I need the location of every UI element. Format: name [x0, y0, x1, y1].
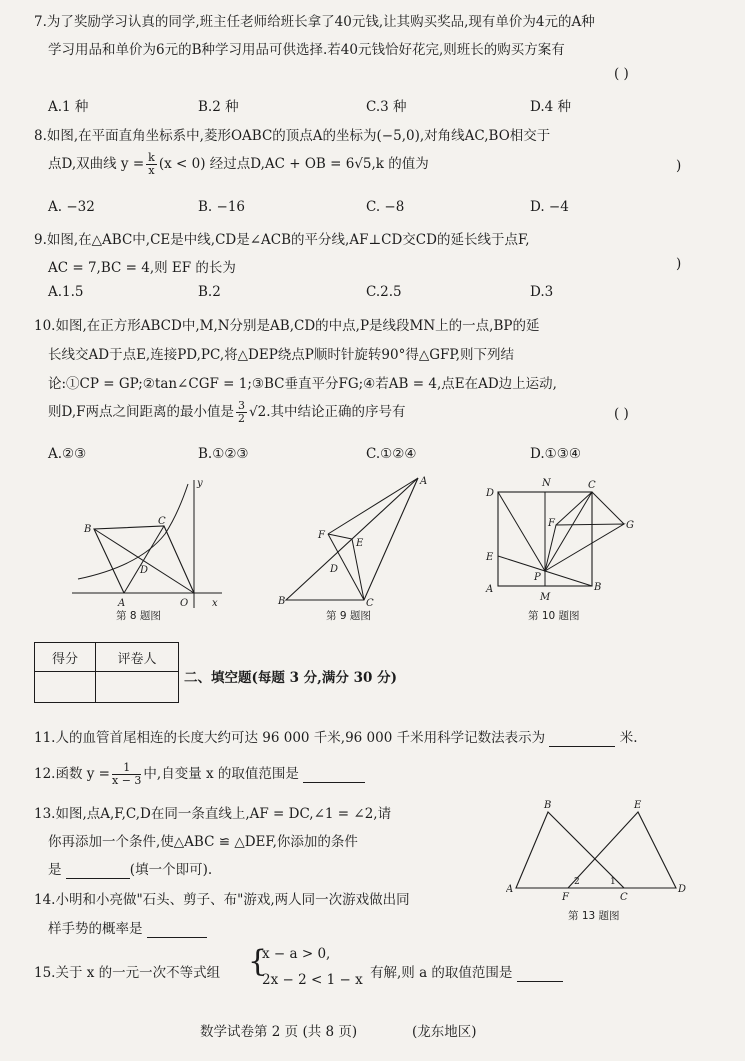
q10-frac-num: 3 [238, 399, 246, 412]
fig10-caption: 第 10 题图 [528, 610, 580, 622]
q9-option-d: D.3 [530, 284, 554, 300]
q10-answer-paren: ( ) [614, 406, 629, 422]
q9-answer-paren: ) [676, 256, 682, 272]
q7-answer-paren: ( ) [614, 66, 629, 82]
score-cell[interactable] [35, 672, 96, 703]
q8-frac-den: x [148, 164, 155, 177]
fig9-af [328, 478, 418, 534]
svg-text:2: 2 [574, 877, 580, 887]
fig13-triangle-def [568, 812, 676, 888]
figure-13-diagram [506, 798, 686, 904]
q13-line3-pre: 是 [48, 862, 62, 878]
svg-text:P: P [534, 572, 541, 583]
svg-text:F: F [562, 892, 569, 903]
fig10-fc [556, 492, 592, 525]
q13-line1: 13.如图,点A,F,C,D在同一条直线上,AF = DC,∠1 = ∠2,请 [34, 806, 392, 822]
q7-option-c: C.3 种 [366, 99, 407, 115]
section-2-title: 二、填空题(每题 3 分,满分 30 分) [184, 670, 397, 686]
fig8-caption: 第 8 题图 [116, 610, 161, 622]
q10-line2: 长线交AD于点E,连接PD,PC,将△DEP绕点P顺时针旋转90°得△GFP,则下列结 [48, 347, 514, 363]
q14-line1: 14.小明和小亮做"石头、剪子、布"游戏,两人同一次游戏做出同 [34, 892, 410, 908]
q9-option-a: A.1.5 [48, 284, 84, 300]
svg-text:A: A [506, 884, 514, 895]
q11-unit: 米. [619, 730, 638, 746]
figure-10-diagram [484, 476, 654, 606]
q12-text [34, 762, 365, 787]
q8-line2 [48, 152, 429, 177]
q9-line1: 9.如图,在△ABC中,CE是中线,CD是∠ACB的平分线,AF⊥CD交CD的延长线于点F, [34, 232, 530, 248]
q10-option-d: D.①③④ [530, 446, 581, 462]
q10-option-a: A.②③ [48, 446, 87, 462]
q7-option-d: D.4 种 [530, 99, 572, 115]
svg-text:C: C [620, 892, 628, 903]
q12-fraction [112, 762, 141, 787]
q11-answer-blank[interactable] [549, 730, 615, 747]
q8-option-b: B. −16 [198, 199, 245, 215]
q10-line4 [48, 400, 406, 425]
fig13-triangle-abc [516, 812, 624, 888]
svg-text:x: x [212, 598, 218, 609]
q12-frac-den: x − 3 [112, 774, 142, 787]
grader-header: 评卷人 [96, 643, 179, 672]
svg-text:A: A [420, 476, 428, 487]
q15-inequality-1: x − a > 0, [262, 946, 331, 962]
q8-line2-pre: 点D,双曲线 y = [48, 156, 145, 172]
score-table [34, 642, 179, 703]
q8-line1: 8.如图,在平面直角坐标系中,菱形OABC的顶点A的坐标为(−5,0),对角线AC,BO相交于 [34, 128, 551, 144]
svg-text:A: A [486, 584, 494, 595]
q13-line3-post: (填一个即可). [129, 862, 213, 878]
svg-text:C: C [588, 480, 596, 491]
q15-answer-blank[interactable] [517, 965, 563, 982]
q14-answer-blank[interactable] [147, 921, 207, 938]
q7-line1: 7.为了奖励学习认真的同学,班主任老师给班长拿了40元钱,让其购买奖品,现有单价为4元的A种 [34, 14, 595, 30]
q9-option-b: B.2 [198, 284, 221, 300]
svg-text:E: E [634, 800, 642, 811]
q8-option-d: D. −4 [530, 199, 569, 215]
svg-text:E: E [486, 552, 494, 563]
svg-text:F: F [548, 518, 555, 529]
q10-line4-pre: 则D,F两点之间距离的最小值是 [48, 404, 235, 420]
q7-option-a: A.1 种 [48, 99, 89, 115]
svg-text:B: B [594, 582, 602, 593]
svg-text:B: B [544, 800, 552, 811]
q15-post-text: 有解,则 a 的取值范围是 [370, 965, 513, 981]
q7-line2: 学习用品和单价为6元的B种学习用品可供选择.若40元钱恰好花完,则班长的购买方案有 [48, 42, 565, 58]
fig10-pc [545, 492, 592, 571]
q10-line1: 10.如图,在正方形ABCD中,M,N分别是AB,CD的中点,P是线段MN上的一点,BP的延 [34, 318, 540, 334]
fig8-diagonal-ac [124, 526, 164, 593]
svg-text:A: A [118, 598, 126, 609]
q8-answer-paren: ) [676, 158, 682, 174]
svg-text:1: 1 [610, 877, 616, 887]
score-header: 得分 [35, 643, 96, 672]
q12-answer-blank[interactable] [303, 766, 365, 783]
q12-post: 中,自变量 x 的取值范围是 [143, 766, 299, 782]
svg-text:F: F [318, 530, 325, 541]
svg-text:D: D [330, 564, 339, 575]
svg-text:D: D [678, 884, 686, 895]
q7-option-b: B.2 种 [198, 99, 239, 115]
fig10-triangle-gfp [545, 524, 624, 571]
svg-text:G: G [626, 520, 634, 531]
fig8-hyperbola [78, 484, 188, 579]
svg-text:D: D [486, 488, 495, 499]
fig10-cg [592, 492, 624, 524]
q10-line4-post: √2.其中结论正确的序号有 [249, 404, 406, 420]
q13-answer-blank[interactable] [66, 862, 130, 879]
grader-cell[interactable] [96, 672, 179, 703]
svg-text:O: O [180, 598, 189, 609]
q12-pre: 12.函数 y = [34, 766, 110, 782]
footer-region: (龙东地区) [412, 1024, 477, 1040]
q15-pre: 15.关于 x 的一元一次不等式组 [34, 965, 221, 981]
q13-line3 [48, 858, 212, 879]
q14-line2 [48, 917, 207, 938]
figure-8-diagram [70, 474, 230, 614]
svg-text:C: C [366, 598, 374, 609]
svg-text:B: B [278, 596, 286, 607]
footer-page: 数学试卷第 2 页 (共 8 页) [200, 1024, 358, 1040]
q15-post [370, 961, 563, 982]
q15-inequality-2: 2x − 2 < 1 − x [262, 972, 363, 988]
fig13-caption: 第 13 题图 [568, 910, 620, 922]
svg-text:M: M [540, 592, 551, 603]
q8-option-a: A. −32 [48, 199, 95, 215]
q10-fraction [236, 400, 247, 425]
q12-frac-num: 1 [112, 762, 141, 775]
fig9-ef [328, 534, 352, 539]
figure-9-diagram [276, 474, 436, 609]
svg-text:E: E [356, 538, 364, 549]
fig10-pd [498, 492, 545, 571]
q8-frac-num: k [148, 151, 155, 164]
fig9-caption: 第 9 题图 [326, 610, 371, 622]
svg-text:D: D [140, 565, 149, 576]
q14-line2-text: 样手势的概率是 [48, 921, 143, 937]
q9-line2: AC = 7,BC = 4,则 EF 的长为 [48, 260, 236, 276]
q10-option-c: C.①②④ [366, 446, 417, 462]
q13-line2: 你再添加一个条件,使△ABC ≌ △DEF,你添加的条件 [48, 834, 358, 850]
q9-option-c: C.2.5 [366, 284, 402, 300]
svg-text:B: B [84, 524, 92, 535]
q11-stem: 11.人的血管首尾相连的长度大约可达 96 000 千米,96 000 千米用科学记数法表示为 [34, 730, 546, 746]
q10-line3: 论:①CP = GP;②tan∠CGF = 1;③BC垂直平分FG;④若AB = 4,点E在AD边上运动, [48, 376, 557, 392]
q15-brace: { [248, 944, 268, 979]
q8-line2-post: (x < 0) 经过点D,AC + OB = 6√5,k 的值为 [158, 156, 429, 172]
q8-fraction [146, 152, 157, 177]
q10-option-b: B.①②③ [198, 446, 249, 462]
q11-text [34, 726, 638, 747]
svg-text:N: N [542, 478, 551, 489]
q10-frac-den: 2 [238, 412, 246, 425]
q8-option-c: C. −8 [366, 199, 405, 215]
svg-text:C: C [158, 516, 166, 527]
svg-text:y: y [197, 478, 203, 489]
